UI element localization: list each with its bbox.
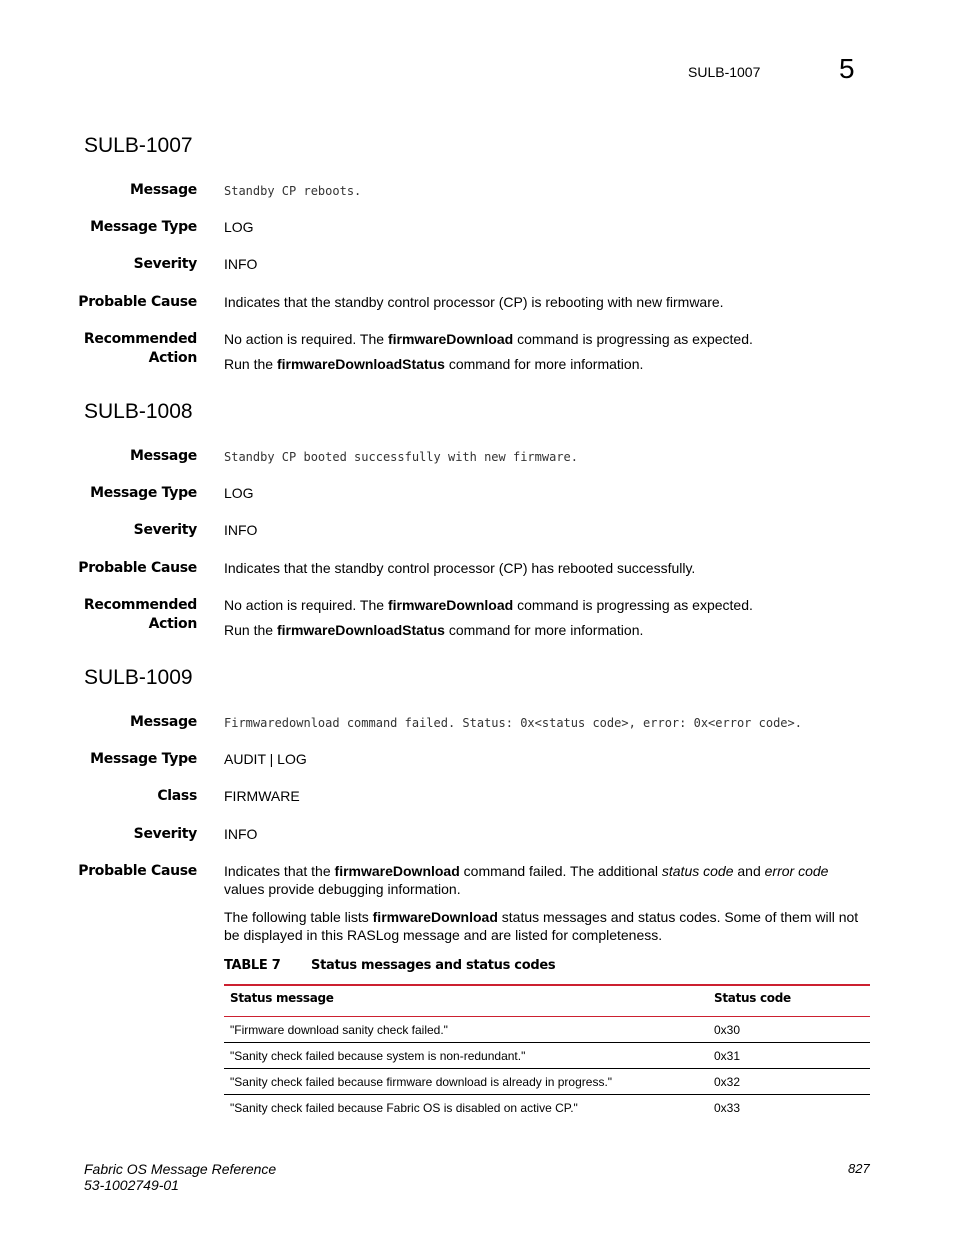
chapter-number: 5	[839, 53, 855, 84]
status-table	[224, 984, 870, 1120]
table-caption	[224, 958, 556, 973]
section-title: SULB-1007	[84, 134, 193, 157]
table-row: "Sanity check failed because Fabric OS is disabled on active CP." 0x33	[230, 1101, 741, 1115]
footer-book-info	[84, 1161, 276, 1193]
page-number: 827	[848, 1161, 870, 1176]
table-row: "Sanity check failed because system is non-redundant." 0x31	[224, 1043, 870, 1069]
footer-part-number: 53-1002749-01	[84, 1177, 179, 1193]
table-header-row: Status message Status code	[224, 984, 870, 1017]
table-label: TABLE 7	[224, 958, 281, 973]
table-row: "Sanity check failed because firmware download is already in progress." 0x32	[224, 1069, 870, 1095]
table-title: Status messages and status codes	[311, 958, 556, 973]
running-title: SULB-1007	[688, 64, 761, 80]
section-title: SULB-1008	[84, 400, 193, 423]
section-title: SULB-1009	[84, 666, 193, 689]
table-row: "Firmware download sanity check failed." 0x30	[224, 1017, 870, 1043]
footer-book-title: Fabric OS Message Reference	[84, 1161, 277, 1177]
